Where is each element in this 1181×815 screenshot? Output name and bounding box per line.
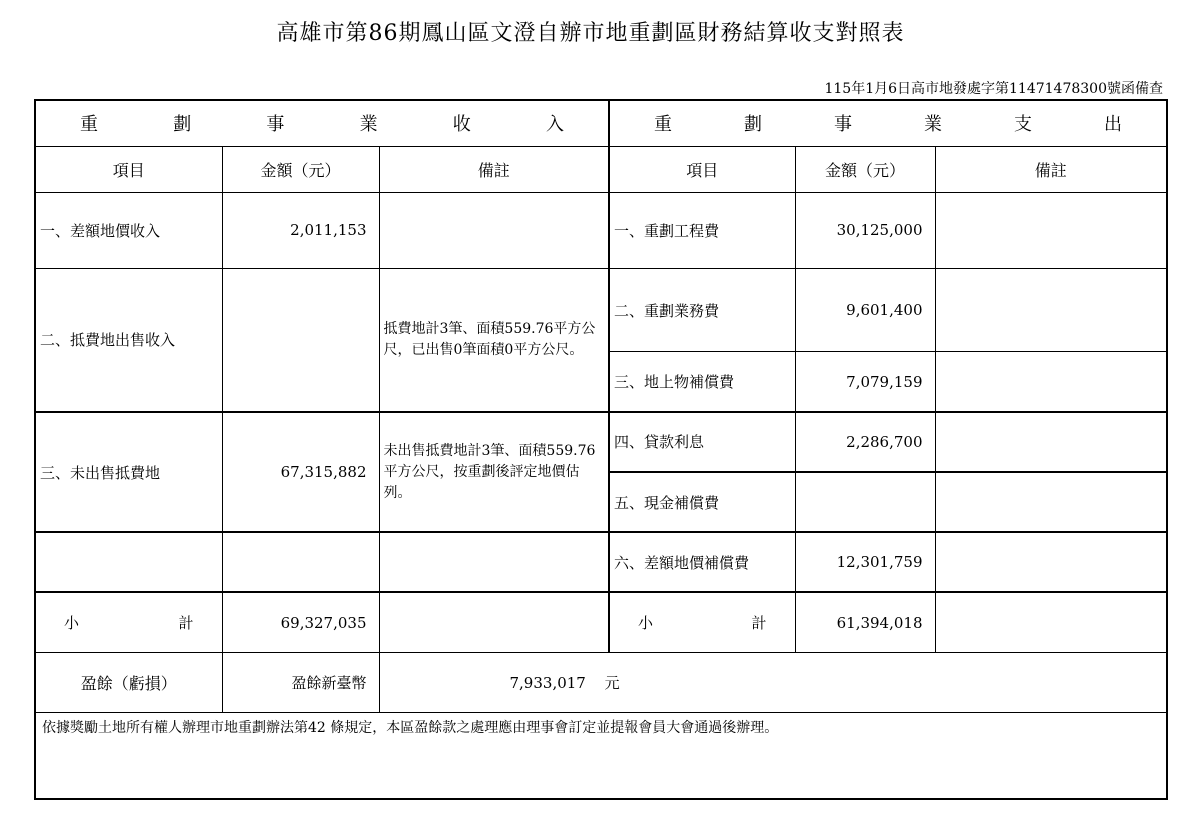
footnote-row [35, 713, 1167, 799]
expense-item: 六、差額地價補償費 [609, 532, 795, 592]
expense-note [935, 192, 1167, 268]
settlement-table [34, 99, 1168, 800]
expense-note [935, 352, 1167, 412]
expense-item: 二、重劃業務費 [609, 268, 795, 351]
section-header-row [35, 100, 1167, 146]
surplus-label: 盈餘（虧損） [35, 653, 222, 713]
income-note: 抵費地計3筆、面積559.76平方公尺，已出售0筆面積0平方公尺。 [379, 268, 609, 411]
table-row [35, 412, 1167, 472]
expense-amount-header: 金額（元） [795, 146, 935, 192]
income-item: 一、差額地價收入 [35, 192, 222, 268]
subtotal-row [35, 592, 1167, 652]
income-item-header: 項目 [35, 146, 222, 192]
footnote: 依據獎勵土地所有權人辦理市地重劃辦法第42 條規定，本區盈餘款之處理應由理事會訂定並提報會員大會通過後辦理。 [35, 713, 1167, 799]
income-note-empty [379, 532, 609, 592]
table-row [35, 192, 1167, 268]
income-note: 未出售抵費地計3筆、面積559.76平方公尺，按重劃後評定地價估列。 [379, 412, 609, 532]
expense-item: 三、地上物補償費 [609, 352, 795, 412]
income-subtotal-note [379, 592, 609, 652]
reference-number: 115年1月6日高市地發處字第11471478300號函備查 [824, 81, 1163, 97]
income-amount: 67,315,882 [222, 412, 379, 532]
expense-note [935, 532, 1167, 592]
expense-note [935, 472, 1167, 532]
expense-note-header: 備註 [935, 146, 1167, 192]
surplus-row [35, 653, 1167, 713]
expense-amount: 9,601,400 [795, 268, 935, 351]
surplus-amount: 7,933,017 [509, 674, 586, 693]
income-amount-empty [222, 532, 379, 592]
income-subtotal-amount: 69,327,035 [222, 592, 379, 652]
income-subtotal-label: 小 計 [35, 592, 222, 652]
column-header-row [35, 146, 1167, 192]
surplus-amount-cell [379, 653, 1167, 713]
table-row [35, 532, 1167, 592]
income-item: 三、未出售抵費地 [35, 412, 222, 532]
expense-subtotal-note [935, 592, 1167, 652]
expense-item: 四、貸款利息 [609, 412, 795, 472]
table-row [35, 268, 1167, 351]
income-note [379, 192, 609, 268]
expense-item-header: 項目 [609, 146, 795, 192]
expense-subtotal-amount: 61,394,018 [795, 592, 935, 652]
expense-note [935, 268, 1167, 351]
expense-amount [795, 472, 935, 532]
income-amount: 2,011,153 [222, 192, 379, 268]
document-title: 高雄市第86期鳳山區文澄自辦市地重劃區財務結算收支對照表 [276, 21, 905, 46]
expense-subtotal-label: 小 計 [609, 592, 795, 652]
income-amount-header: 金額（元） [222, 146, 379, 192]
surplus-currency-label: 盈餘新臺幣 [222, 653, 379, 713]
income-section-header: 重 劃 事 業 收 入 [35, 100, 609, 146]
expense-amount: 30,125,000 [795, 192, 935, 268]
expense-item: 一、重劃工程費 [609, 192, 795, 268]
expense-amount: 2,286,700 [795, 412, 935, 472]
expense-section-header: 重 劃 事 業 支 出 [609, 100, 1167, 146]
expense-item: 五、現金補償費 [609, 472, 795, 532]
expense-amount: 12,301,759 [795, 532, 935, 592]
surplus-unit: 元 [604, 674, 620, 693]
expense-amount: 7,079,159 [795, 352, 935, 412]
income-note-header: 備註 [379, 146, 609, 192]
income-item-empty [35, 532, 222, 592]
expense-note [935, 412, 1167, 472]
income-item: 二、抵費地出售收入 [35, 268, 222, 411]
income-amount [222, 268, 379, 411]
